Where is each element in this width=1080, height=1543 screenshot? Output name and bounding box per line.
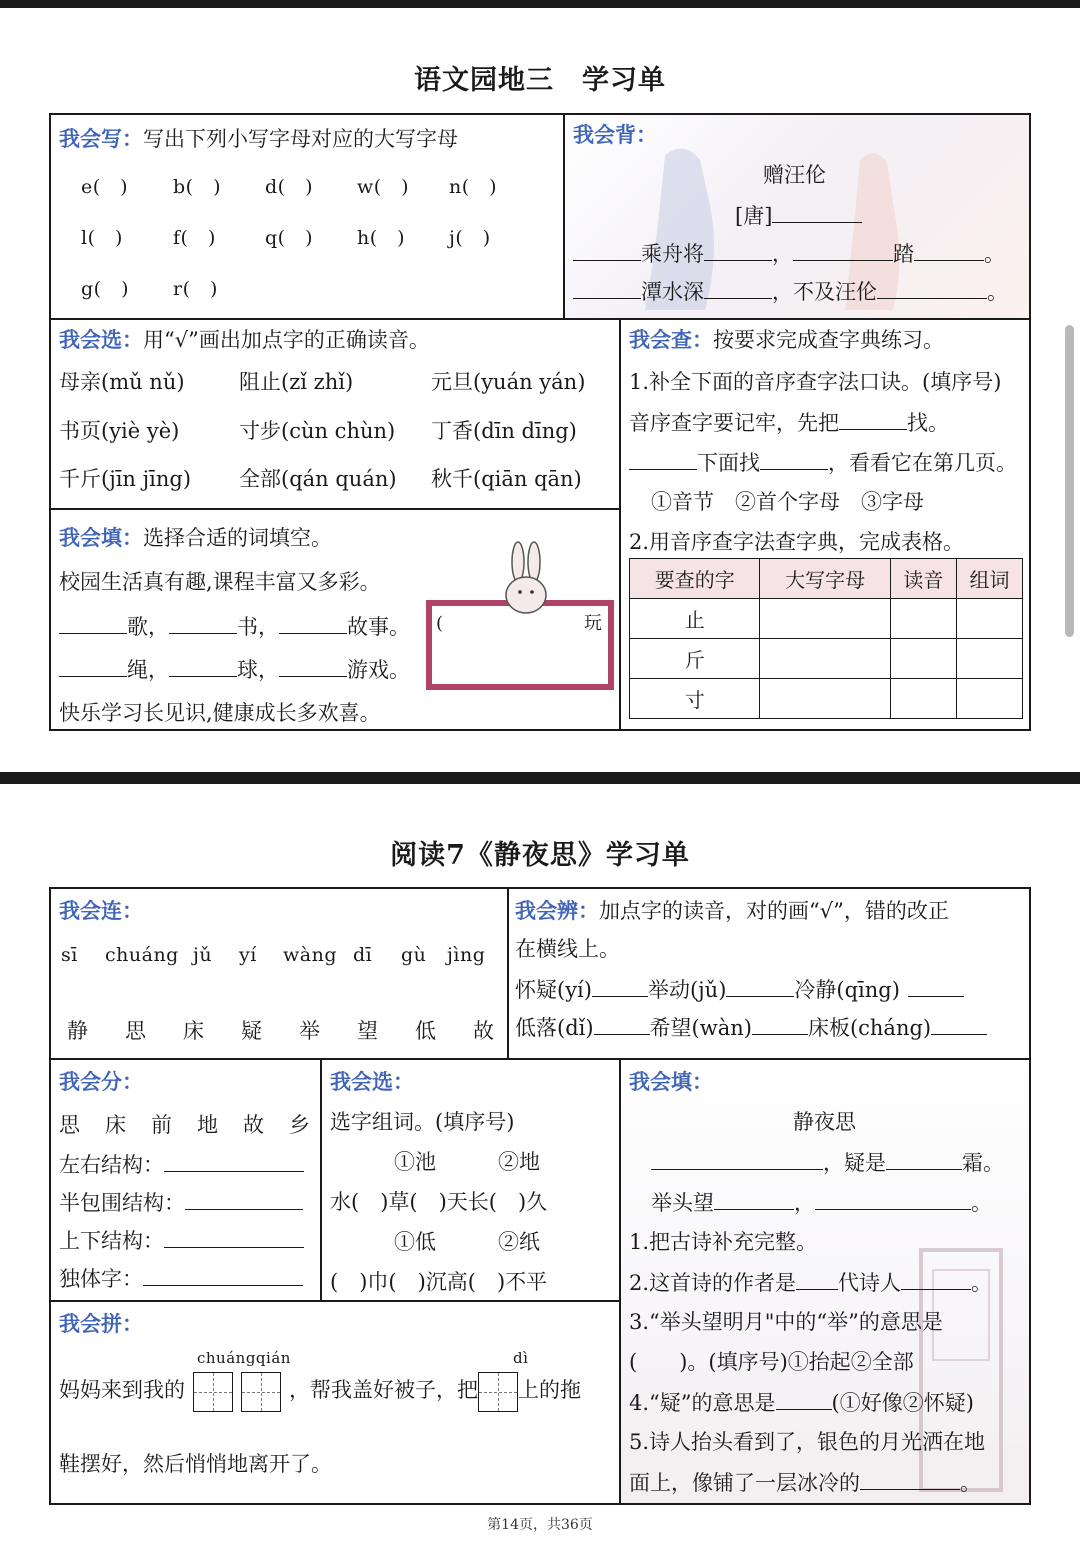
lookup-q1-line3: 下面找 ，看看它在第几页。 <box>629 450 1017 475</box>
lookup-q2: 2.用音序查字法查字典，完成表格。 <box>629 530 965 554</box>
recite-label: 我会背： <box>573 122 657 147</box>
write-row-3: g( ) r( ) <box>81 278 218 300</box>
fill2-q1: 1.把古诗补充完整。 <box>629 1230 818 1254</box>
judge-instruction-2: 在横线上。 <box>515 937 620 961</box>
top-bar <box>0 0 1080 8</box>
fill-section <box>49 508 621 731</box>
spell-line-1: 妈妈来到我的 ，帮我盖好被子，把 上的拖 <box>59 1370 581 1412</box>
rabbit-icon <box>491 540 561 620</box>
divide-chars: 思 床 前 地 故 乡 <box>59 1113 310 1137</box>
connect-label: 我会连： <box>59 898 143 923</box>
table-header: 组词 <box>956 559 1022 599</box>
write-label: 我会写： <box>59 126 143 151</box>
fill2-q5-line2: 面上，像铺了一层冰冷的 。 <box>629 1471 981 1495</box>
choose-section <box>49 318 621 510</box>
lookup-q1-line2: 音序查字要记牢，先把 找。 <box>629 411 949 435</box>
write-section <box>49 113 565 320</box>
recite-line-1: 乘舟将 ， 踏 。 <box>573 241 1005 266</box>
table-header: 要查的字 <box>630 559 760 599</box>
spell-box[interactable] <box>241 1372 281 1412</box>
write-instruction: 写出下列小写字母对应的大写字母 <box>143 127 458 151</box>
select-options-2: ①低 ②纸 <box>394 1230 540 1254</box>
write-row-2: l( ) f( ) q( ) h( ) j( ) <box>81 227 491 249</box>
fill-label: 我会填： <box>59 525 143 550</box>
word-box-left: ( <box>436 613 444 634</box>
connect-section <box>49 887 509 1060</box>
table-row: 止 <box>630 599 1023 639</box>
table-header: 读音 <box>890 559 956 599</box>
spell-box[interactable] <box>478 1372 518 1412</box>
lookup-section <box>619 318 1031 731</box>
fill-line-2: 歌， 书， 故事。 <box>59 614 410 639</box>
fill-line-4: 快乐学习长见识,健康成长多欢喜。 <box>59 701 381 725</box>
choose-instruction: 用“√”画出加点字的正确读音。 <box>143 328 430 352</box>
fill-instruction: 选择合适的词填空。 <box>143 526 332 550</box>
select-instruction: 选字组词。(填序号) <box>330 1110 515 1134</box>
fill2-label: 我会填： <box>629 1069 713 1094</box>
fill2-poem-line-1: ，疑是 霜。 <box>651 1150 1004 1175</box>
fill-line-1: 校园生活真有趣,课程丰富又多彩。 <box>59 570 381 594</box>
divide-row: 半包围结构： <box>59 1190 303 1215</box>
lookup-label: 我会查： <box>629 327 713 352</box>
select-options-1: ①池 ②地 <box>394 1150 540 1174</box>
fill2-q5: 5.诗人抬头看到了，银色的月光洒在地 <box>629 1430 986 1454</box>
table-row: 寸 <box>630 679 1023 719</box>
choose-label: 我会选： <box>59 327 143 352</box>
fill2-q2: 2.这首诗的作者是 代诗人 。 <box>629 1271 993 1295</box>
connect-pinyin-row: sī chuáng jǔ yí wàng dī gù jìng <box>61 944 486 966</box>
choose-row-1: 母亲(mǔ nǔ) 阻止(zǐ zhǐ) 元旦(yuán yán) <box>59 370 586 394</box>
fill2-poem-line-2: 举头望 ， 。 <box>651 1191 992 1215</box>
fill2-poem-title: 静夜思 <box>793 1110 856 1134</box>
judge-label: 我会辨： <box>515 898 599 923</box>
fill2-section <box>619 1058 1031 1505</box>
word-box-right: 玩 <box>584 613 602 634</box>
fill2-q4: 4.“疑”的意思是 (①好像②怀疑) <box>629 1391 974 1415</box>
lookup-instruction: 按要求完成查字典练习。 <box>713 328 944 352</box>
spell-box[interactable] <box>193 1372 233 1412</box>
judge-row-2: 低落(dǐ) 希望(wàn) 床板(cháng) <box>515 1015 987 1040</box>
lookup-table <box>629 558 1023 719</box>
select-row-1: 水( )草( )天长( )久 <box>330 1190 548 1214</box>
fill-line-3: 绳， 球， 游戏。 <box>59 657 410 682</box>
fill2-q3: 3.“举头望明月"中的“举”的意思是 <box>629 1310 943 1334</box>
page-footer: 第14页，共36页 <box>487 1517 593 1533</box>
recite-line-2: 潭水深 ，不及汪伦 。 <box>573 279 1008 304</box>
divide-row: 独体字： <box>59 1266 303 1291</box>
spell-line-2: 鞋摆好，然后悄悄地离开了。 <box>59 1452 332 1476</box>
recite-dynasty: [唐] <box>735 203 862 228</box>
write-row-1: e( ) b( ) d( ) w( ) n( ) <box>81 176 498 198</box>
divide-section <box>49 1058 322 1302</box>
judge-row-1: 怀疑(yí) 举动(jǔ) 冷静(qīng) <box>515 977 964 1002</box>
lookup-q1: 1.补全下面的音序查字法口诀。(填序号) <box>629 370 1002 394</box>
select-label: 我会选： <box>330 1069 414 1094</box>
judge-instruction: 加点字的读音，对的画“√”，错的改正 <box>599 899 949 923</box>
choose-row-3: 千斤(jīn jīng) 全部(qán quán) 秋千(qiān qān) <box>59 467 582 491</box>
divide-row: 左右结构： <box>59 1152 304 1177</box>
recite-poem-title: 赠汪伦 <box>763 163 826 187</box>
recite-section <box>563 113 1031 320</box>
divide-label: 我会分： <box>59 1069 143 1094</box>
divide-row: 上下结构： <box>59 1228 304 1253</box>
select-row-2: ( )巾( )沉高( )不平 <box>330 1270 548 1294</box>
table-row: 斤 <box>630 639 1023 679</box>
fill2-q3-options: ( )。(填序号)①抬起②全部 <box>629 1350 914 1374</box>
lookup-options: ①音节 ②首个字母 ③字母 <box>651 490 924 514</box>
choose-row-2: 书页(yiè yè) 寸步(cùn chùn) 丁香(dīn dīng) <box>59 419 577 443</box>
spell-pinyin-2: dì <box>513 1349 529 1367</box>
sheet2-title: 阅读7《静夜思》学习单 <box>390 840 690 871</box>
scrollbar-thumb[interactable] <box>1065 325 1074 637</box>
connect-char-row: 静 思 床 疑 举 望 低 故 <box>67 1019 494 1043</box>
page-divider <box>0 772 1080 784</box>
spell-label: 我会拼： <box>59 1311 143 1336</box>
select-section <box>320 1058 621 1302</box>
table-header: 大写字母 <box>760 559 890 599</box>
spell-pinyin-1: chuángqián <box>197 1349 291 1367</box>
sheet1-title: 语文园地三 学习单 <box>414 65 666 96</box>
judge-section <box>507 887 1031 1060</box>
spell-section <box>49 1300 621 1505</box>
